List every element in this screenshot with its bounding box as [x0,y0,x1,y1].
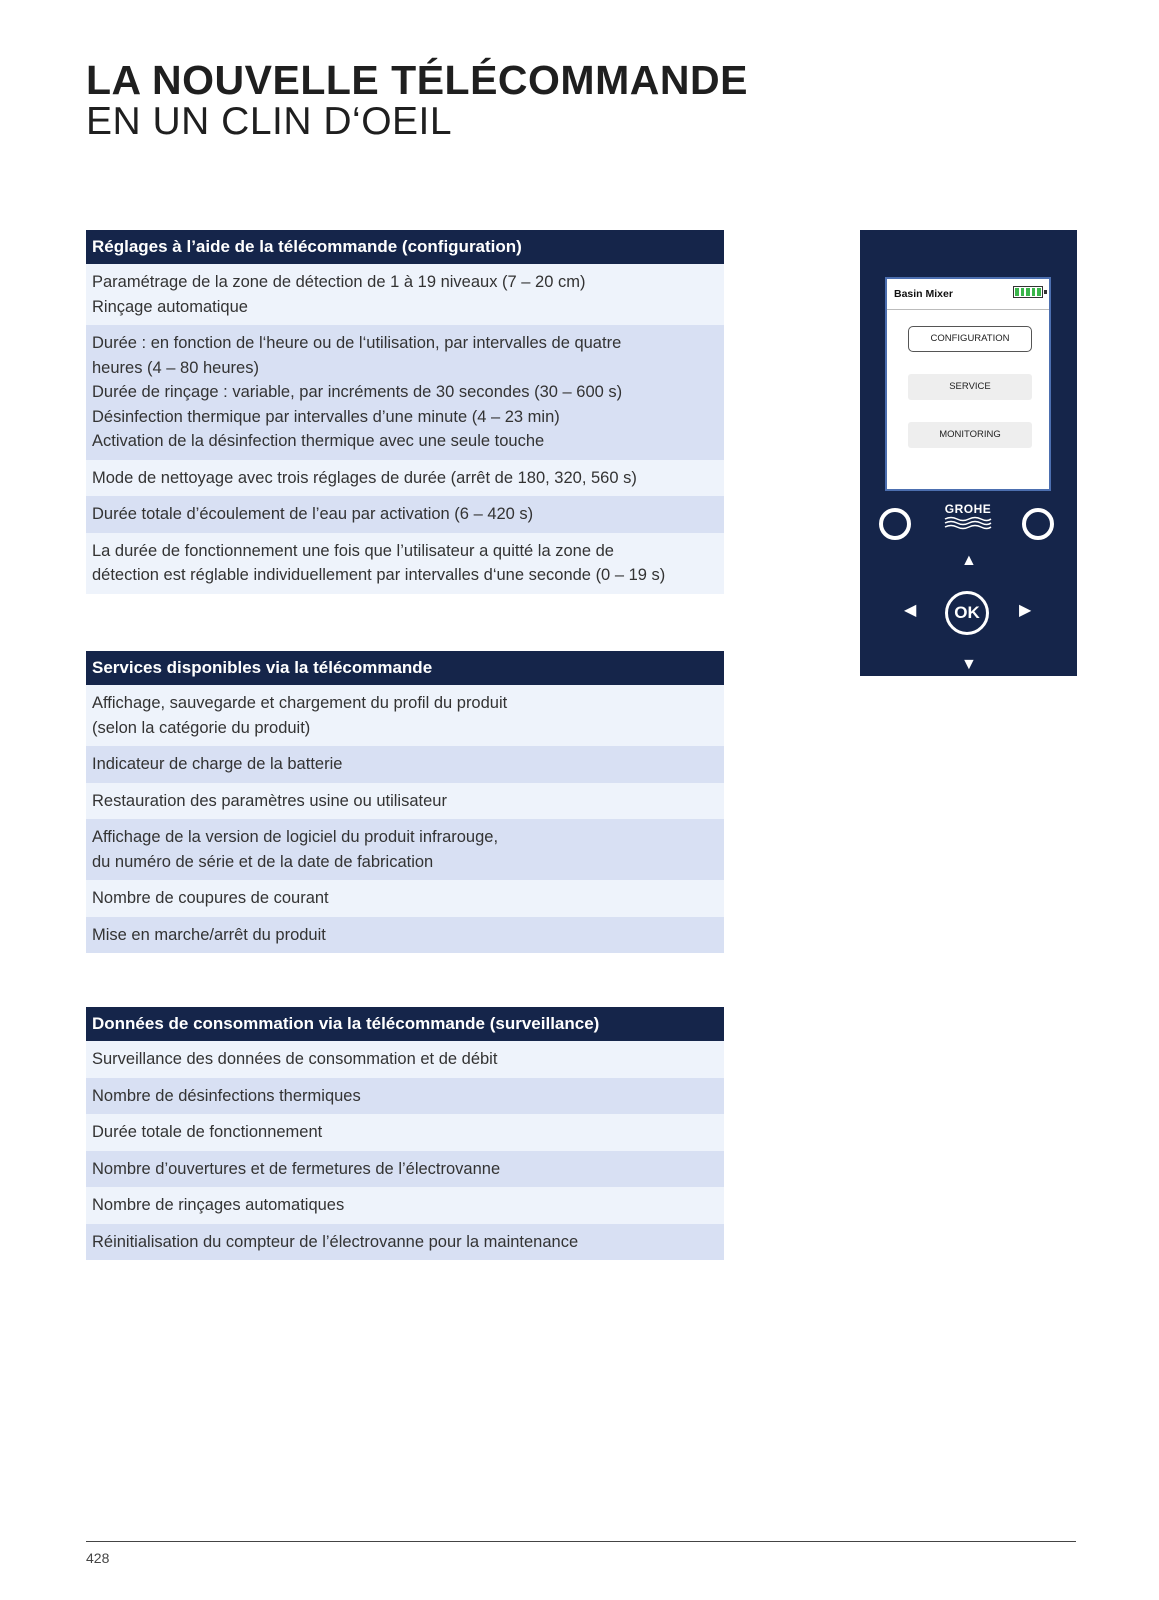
page-title-line1: LA NOUVELLE TÉLÉCOMMANDE [86,57,748,103]
services-table-heading: Services disponibles via la télécommande [86,651,724,685]
up-arrow-icon[interactable]: ▲ [961,552,977,569]
water-waves-icon [943,516,993,530]
table-row: Nombre de rinçages automatiques [86,1187,724,1224]
table-row: Durée totale de fonctionnement [86,1114,724,1151]
remote-screen-header [887,279,1049,310]
table-row: Indicateur de charge de la batterie [86,746,724,783]
battery-full-icon [1013,286,1043,298]
footer-divider [86,1541,1076,1542]
screen-title: Basin Mixer [894,288,953,300]
configuration-table [86,230,724,594]
menu-service-button[interactable]: SERVICE [908,374,1032,400]
left-arrow-icon[interactable]: ◀ [904,602,917,619]
remote-control-illustration [860,230,1077,676]
table-row: Mise en marche/arrêt du produit [86,917,724,954]
table-row: Nombre de désinfections thermiques [86,1078,724,1115]
menu-monitoring-button[interactable]: MONITORING [908,422,1032,448]
table-row: Durée : en fonction de l‘heure ou de l‘utilisation, par intervalles de quatre heures (4 – 80 heures) Durée de rinçage : variable, par incréments de 30 secondes (30 – 600 s) Désinfection thermique par intervalles d’une minute (4 – 23 min) Activation de la désinfection thermique avec une seule touche [86,325,724,460]
grohe-logo [938,502,998,535]
table-row: Restauration des paramètres usine ou utilisateur [86,783,724,820]
table-row: Nombre de coupures de courant [86,880,724,917]
down-arrow-icon[interactable]: ▼ [961,656,977,673]
remote-screen [885,277,1051,491]
menu-configuration-button[interactable]: CONFIGURATION [908,326,1032,352]
page-title [86,58,748,142]
monitoring-table-heading: Données de consommation via la télécommande (surveillance) [86,1007,724,1041]
page-number: 428 [86,1550,110,1566]
table-row: Mode de nettoyage avec trois réglages de durée (arrêt de 180, 320, 560 s) [86,460,724,497]
table-row: Affichage, sauvegarde et chargement du profil du produit (selon la catégorie du produit) [86,685,724,746]
table-row: La durée de fonctionnement une fois que l’utilisateur a quitté la zone de détection est réglable individuellement par intervalles d‘une seconde (0 – 19 s) [86,533,724,594]
table-row: Surveillance des données de consommation et de débit [86,1041,724,1078]
table-row: Nombre d’ouvertures et de fermetures de l’électrovanne [86,1151,724,1188]
table-row: Affichage de la version de logiciel du produit infrarouge, du numéro de série et de la date de fabrication [86,819,724,880]
right-arrow-icon[interactable]: ▶ [1019,602,1032,619]
table-row: Durée totale d’écoulement de l’eau par activation (6 – 420 s) [86,496,724,533]
page-title-line2: EN UN CLIN D‘OEIL [86,100,453,143]
right-soft-key-icon[interactable] [1022,508,1054,540]
left-soft-key-icon[interactable] [879,508,911,540]
ok-button[interactable]: OK [945,591,989,635]
table-row: Paramétrage de la zone de détection de 1 à 19 niveaux (7 – 20 cm) Rinçage automatique [86,264,724,325]
table-row: Réinitialisation du compteur de l’électrovanne pour la maintenance [86,1224,724,1261]
services-table [86,651,724,953]
configuration-table-heading: Réglages à l’aide de la télécommande (configuration) [86,230,724,264]
logo-text: GROHE [944,502,992,516]
monitoring-table [86,1007,724,1260]
